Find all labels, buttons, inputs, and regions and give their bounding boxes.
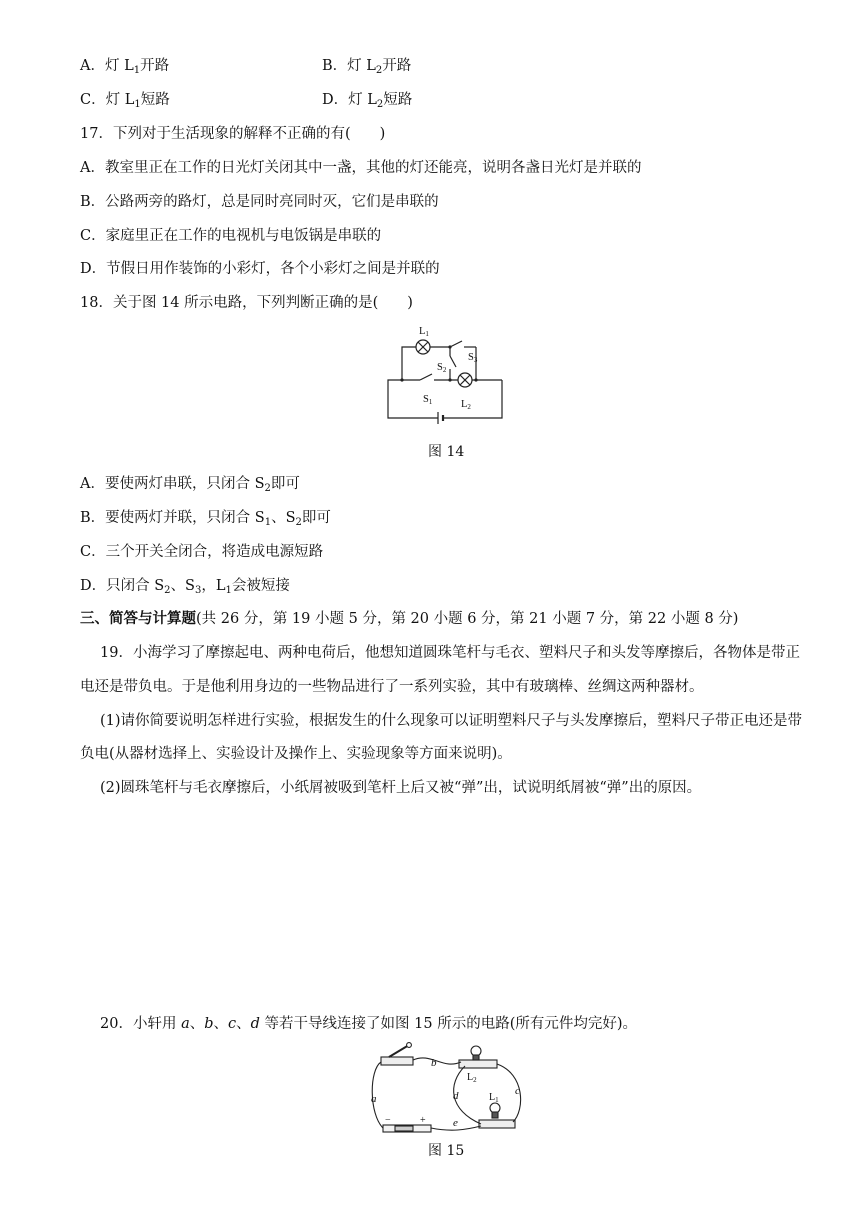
label-l2: L2 xyxy=(461,399,471,411)
label-l1: $L_1$ xyxy=(489,1092,499,1104)
q20-stem: 20．小轩用 a、b、c、d 等若干导线连接了如图 15 所示的电路(所有元件均完好)。 xyxy=(100,1016,638,1032)
q18-option-b: B．要使两灯并联，只闭合 $S_1$、$S_2$即可 xyxy=(80,510,331,528)
figure-14-circuit xyxy=(380,322,505,426)
q17-option-d: D．节假日用作装饰的小彩灯，各个小彩灯之间是并联的 xyxy=(80,261,440,277)
q17-option-b: B．公路两旁的路灯，总是同时亮同时灭，它们是串联的 xyxy=(80,194,439,210)
q17-option-a: A．教室里正在工作的日光灯关闭其中一盏，其他的灯还能亮，说明各盏日光灯是并联的 xyxy=(80,160,642,176)
q19-part1-line2: 负电(从器材选择上、实验设计及操作上、实验现象等方面来说明)。 xyxy=(80,746,512,762)
q17-option-c: C．家庭里正在工作的电视机与电饭锅是串联的 xyxy=(80,228,382,244)
q16-option-c: C．灯 $L_1$短路 xyxy=(80,92,170,110)
q18-stem: 18．关于图 14 所示电路，下列判断正确的是( ) xyxy=(80,295,413,311)
label-l1: L1 xyxy=(419,326,429,338)
q16-option-d: D．灯 $L_2$短路 xyxy=(322,92,413,110)
figure-14-caption: 图 14 xyxy=(428,444,465,460)
battery-plus: + xyxy=(420,1115,426,1126)
wire-label-b: b xyxy=(431,1057,437,1069)
q18-option-d: D．只闭合 $S_2$、$S_3$，$L_1$会被短接 xyxy=(80,578,290,596)
section-3-heading: 三、简答与计算题(共 26 分，第 19 小题 5 分，第 20 小题 6 分，第 21 小题 7 分，第 22 小题 8 分) xyxy=(80,610,739,627)
q17-stem: 17．下列对于生活现象的解释不正确的有( ) xyxy=(80,126,386,142)
wire-label-e: e xyxy=(453,1117,458,1129)
battery-minus: − xyxy=(385,1115,391,1126)
q19-part1-line1: (1)请你简要说明怎样进行实验，根据发生的什么现象可以证明塑料尺子与头发摩擦后，塑料尺子带正电还是带 xyxy=(100,713,803,729)
label-s2: S2 xyxy=(437,362,447,374)
q18-option-c: C．三个开关全闭合，将造成电源短路 xyxy=(80,544,324,560)
q19-stem-line2: 电还是带负电。于是他利用身边的一些物品进行了一系列实验，其中有玻璃棒、丝绸这两种器材。 xyxy=(80,679,704,695)
q19-part2: (2)圆珠笔杆与毛衣摩擦后，小纸屑被吸到笔杆上后又被“弹”出，试说明纸屑被“弹”出的原因。 xyxy=(100,780,702,796)
wire-label-a: a xyxy=(371,1093,377,1105)
label-s1: S1 xyxy=(423,394,433,406)
wire-label-d: d xyxy=(453,1090,459,1102)
q18-option-a: A．要使两灯串联，只闭合 $S_2$即可 xyxy=(80,476,300,494)
label-l2: $L_2$ xyxy=(467,1072,477,1084)
wire-label-c: c xyxy=(515,1085,520,1097)
q16-option-a: A．灯 $L_1$开路 xyxy=(80,58,170,76)
figure-15-caption: 图 15 xyxy=(428,1143,465,1159)
q19-stem-line1: 19．小海学习了摩擦起电、两种电荷后，他想知道圆珠笔杆与毛衣、塑料尺子和头发等摩擦后，各物体是带正 xyxy=(100,645,800,661)
q16-option-b: B．灯 $L_2$开路 xyxy=(322,58,412,76)
figure-15-circuit xyxy=(365,1040,530,1136)
label-s3: S3 xyxy=(468,352,478,364)
